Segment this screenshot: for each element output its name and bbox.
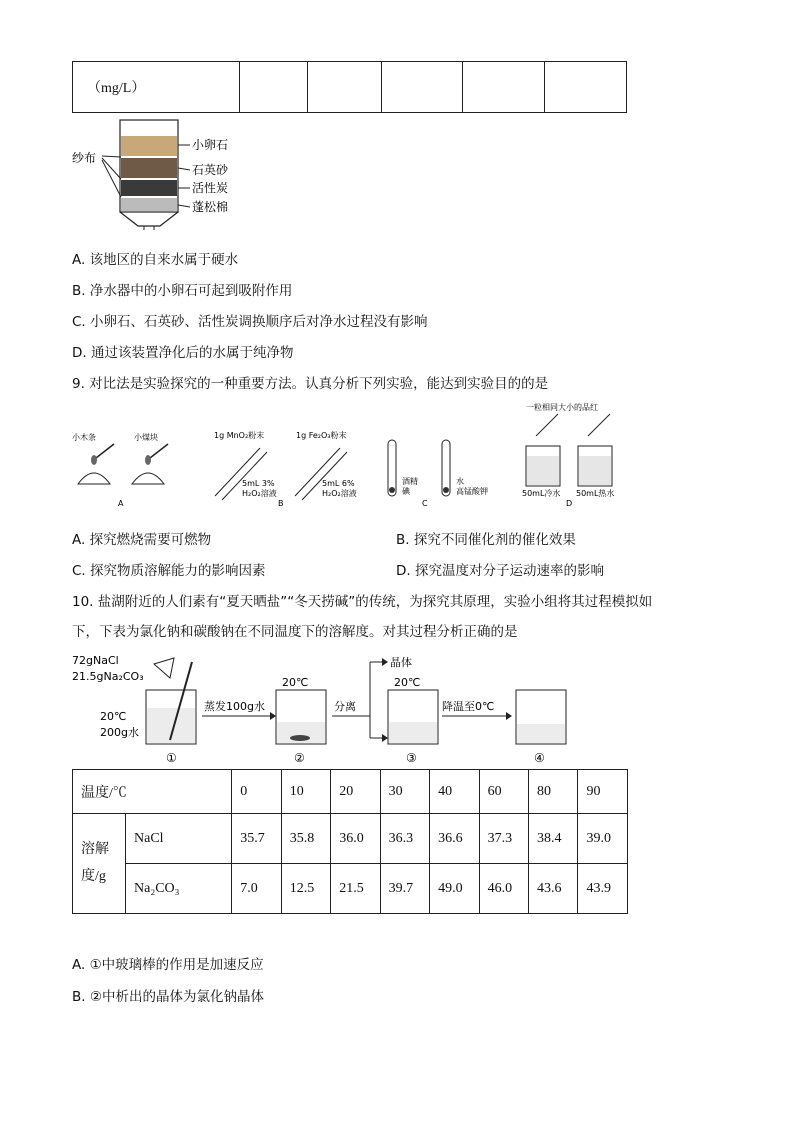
q10-option-a: A. ①中玻璃棒的作用是加速反应 (72, 957, 264, 973)
filter-funnel (120, 212, 178, 226)
flame (91, 455, 97, 465)
na2co3-amount: 21.5gNa₂CO₃ (72, 670, 144, 683)
mark-4: ④ (534, 751, 545, 765)
substance-name: NaCl (126, 814, 232, 864)
gauze-line (102, 160, 121, 197)
left-solution-name: H₂O₂溶液 (242, 489, 277, 498)
q8-option-b: B. 净水器中的小卵石可起到吸附作用 (72, 283, 293, 299)
table-cell: 36.0 (331, 814, 380, 864)
temp-cell: 90 (578, 770, 628, 814)
figure-tag: C (422, 499, 428, 508)
solution-3 (389, 722, 437, 743)
unit-cell: （mg/L） (73, 62, 240, 113)
figure-tag: A (118, 499, 124, 508)
figure-a (72, 432, 168, 508)
cotton-label: 蓬松棉 (192, 200, 229, 214)
q10-stem-line1: 10. 盐湖附近的人们素有“夏天晒盐”“冬天捞碱”的传统，为探究其原理，实验小组将其过程模拟如 (72, 594, 653, 610)
small-stick-label: 小木条 (72, 433, 96, 442)
arrow-head (382, 658, 388, 666)
empty-cell (381, 62, 462, 113)
sand-layer (121, 158, 177, 178)
cotton-layer (121, 198, 177, 211)
arrow-head (270, 712, 276, 720)
fe2o3-label: 1g Fe₂O₃粉末 (296, 431, 347, 440)
stick (96, 444, 114, 458)
table-cell: 49.0 (430, 864, 479, 914)
figure-c (388, 440, 488, 508)
nacl-row (73, 814, 628, 864)
table-cell: 37.3 (479, 814, 528, 864)
mark-2: ② (294, 751, 305, 765)
right-solution-volume: 5mL 6% (322, 479, 355, 488)
table-cell: 46.0 (479, 864, 528, 914)
gauze-label: 纱布 (72, 151, 97, 165)
activated-carbon-label: 活性炭 (192, 181, 229, 195)
tongs (150, 444, 168, 458)
na2co3-row (73, 864, 628, 914)
water-filter-diagram (72, 118, 252, 230)
empty-cell (462, 62, 544, 113)
temp-cell: 80 (529, 770, 578, 814)
cold-water-label: 50mL冷水 (522, 489, 561, 498)
right-solution-name: H₂O₂溶液 (322, 489, 357, 498)
spoon (588, 414, 610, 436)
left-solution-volume: 5mL 3% (242, 479, 275, 488)
flame (145, 455, 151, 465)
kmno4-label: 高锰酸钾 (456, 487, 488, 496)
table-cell: 36.6 (430, 814, 479, 864)
table-cell: 43.9 (578, 864, 628, 914)
temperature-row (73, 770, 628, 814)
cold-water (527, 456, 559, 485)
solution-4 (517, 724, 565, 743)
q9-option-a: A. 探究燃烧需要可燃物 (72, 532, 212, 548)
solubility-label-line: 溶解 (81, 841, 109, 857)
mno2-label: 1g MnO₂粉末 (214, 431, 265, 440)
hot-water (579, 456, 611, 485)
table-cell: 35.8 (281, 814, 330, 864)
q8-option-d: D. 通过该装置净化后的水属于纯净物 (72, 345, 294, 361)
alcohol-lamp-left (78, 473, 110, 484)
water-quality-table (72, 61, 627, 113)
table-cell: 7.0 (232, 864, 281, 914)
mark-1: ① (166, 751, 177, 765)
solid (389, 487, 395, 493)
step-evaporate: 蒸发100g水 (204, 700, 265, 713)
q9-option-d: D. 探究温度对分子运动速率的影响 (396, 563, 604, 579)
table-cell: 39.0 (578, 814, 628, 864)
solid (443, 487, 449, 493)
alcohol-lamp-right (132, 473, 164, 484)
table-cell: 21.5 (331, 864, 380, 914)
carbon-layer (121, 180, 177, 196)
small-coal-label: 小煤块 (134, 433, 158, 442)
hot-water-label: 50mL热水 (576, 489, 615, 498)
funnel (154, 658, 174, 678)
cond-water: 200g水 (100, 726, 139, 739)
solubility-label (73, 814, 126, 914)
water-label: 水 (456, 477, 464, 486)
empty-cell (544, 62, 626, 113)
gauze-line (102, 158, 121, 179)
pebble-label: 小卵石 (192, 138, 229, 152)
empty-cell (239, 62, 308, 113)
temp-cell: 40 (430, 770, 479, 814)
temp-3: 20℃ (394, 676, 421, 689)
q9-stem: 9. 对比法是实验探究的一种重要方法。认真分析下列实验，能达到实验目的的是 (72, 376, 549, 392)
spoon (536, 414, 558, 436)
table-cell: 38.4 (529, 814, 578, 864)
arrow-head (506, 712, 512, 720)
q9-option-b: B. 探究不同催化剂的催化效果 (396, 532, 576, 548)
figure-tag: B (278, 499, 284, 508)
temp-cell: 0 (232, 770, 281, 814)
step-cool: 降温至0℃ (442, 700, 495, 713)
gauze-line (102, 156, 121, 157)
temp-cell: 30 (380, 770, 429, 814)
iodine-label: 碘 (402, 487, 410, 496)
empty-cell (308, 62, 381, 113)
figure-b (214, 430, 357, 508)
figure-d (522, 402, 614, 508)
substance-name: Na₂CO₃ (126, 864, 232, 914)
pebble-layer (121, 136, 177, 156)
q10-option-b: B. ②中析出的晶体为氯化钠晶体 (72, 989, 264, 1005)
q9-option-c: C. 探究物质溶解能力的影响因素 (72, 563, 266, 579)
solubility-table (72, 769, 628, 914)
temp-cell: 60 (479, 770, 528, 814)
q10-stem-line2: 下，下表为氯化钠和碳酸钠在不同温度下的溶解度。对其过程分析正确的是 (72, 624, 518, 640)
crystal-label: 晶体 (390, 656, 412, 669)
table-cell: 39.7 (380, 864, 429, 914)
table-cell: 35.7 (232, 814, 281, 864)
solubility-label-line: 度/g (81, 868, 106, 884)
quartz-sand-label: 石英砂 (192, 163, 229, 177)
crystals (290, 735, 310, 741)
q9-experiment-figures (70, 400, 630, 512)
step-separate: 分离 (334, 700, 356, 713)
table-cell: 36.3 (380, 814, 429, 864)
cond-temp: 20℃ (100, 710, 127, 723)
table-cell: 12.5 (281, 864, 330, 914)
temperature-header: 温度/℃ (73, 770, 232, 814)
alcohol-label: 酒精 (402, 477, 418, 486)
nacl-amount: 72gNaCl (72, 654, 119, 667)
q8-option-c: C. 小卵石、石英砂、活性炭调换顺序后对净水过程没有影响 (72, 314, 428, 330)
temp-cell: 10 (281, 770, 330, 814)
arrow-head (382, 734, 388, 742)
pointer-line (178, 205, 190, 207)
temp-2: 20℃ (282, 676, 309, 689)
table-cell: 43.6 (529, 864, 578, 914)
pointer-line (178, 168, 190, 170)
q8-option-a: A. 该地区的自来水属于硬水 (72, 252, 239, 268)
temp-cell: 20 (331, 770, 380, 814)
dye-label: 一粒相同大小的品红 (526, 403, 598, 412)
figure-tag: D (566, 499, 573, 508)
q10-process-diagram (70, 648, 590, 766)
mark-3: ③ (406, 751, 417, 765)
